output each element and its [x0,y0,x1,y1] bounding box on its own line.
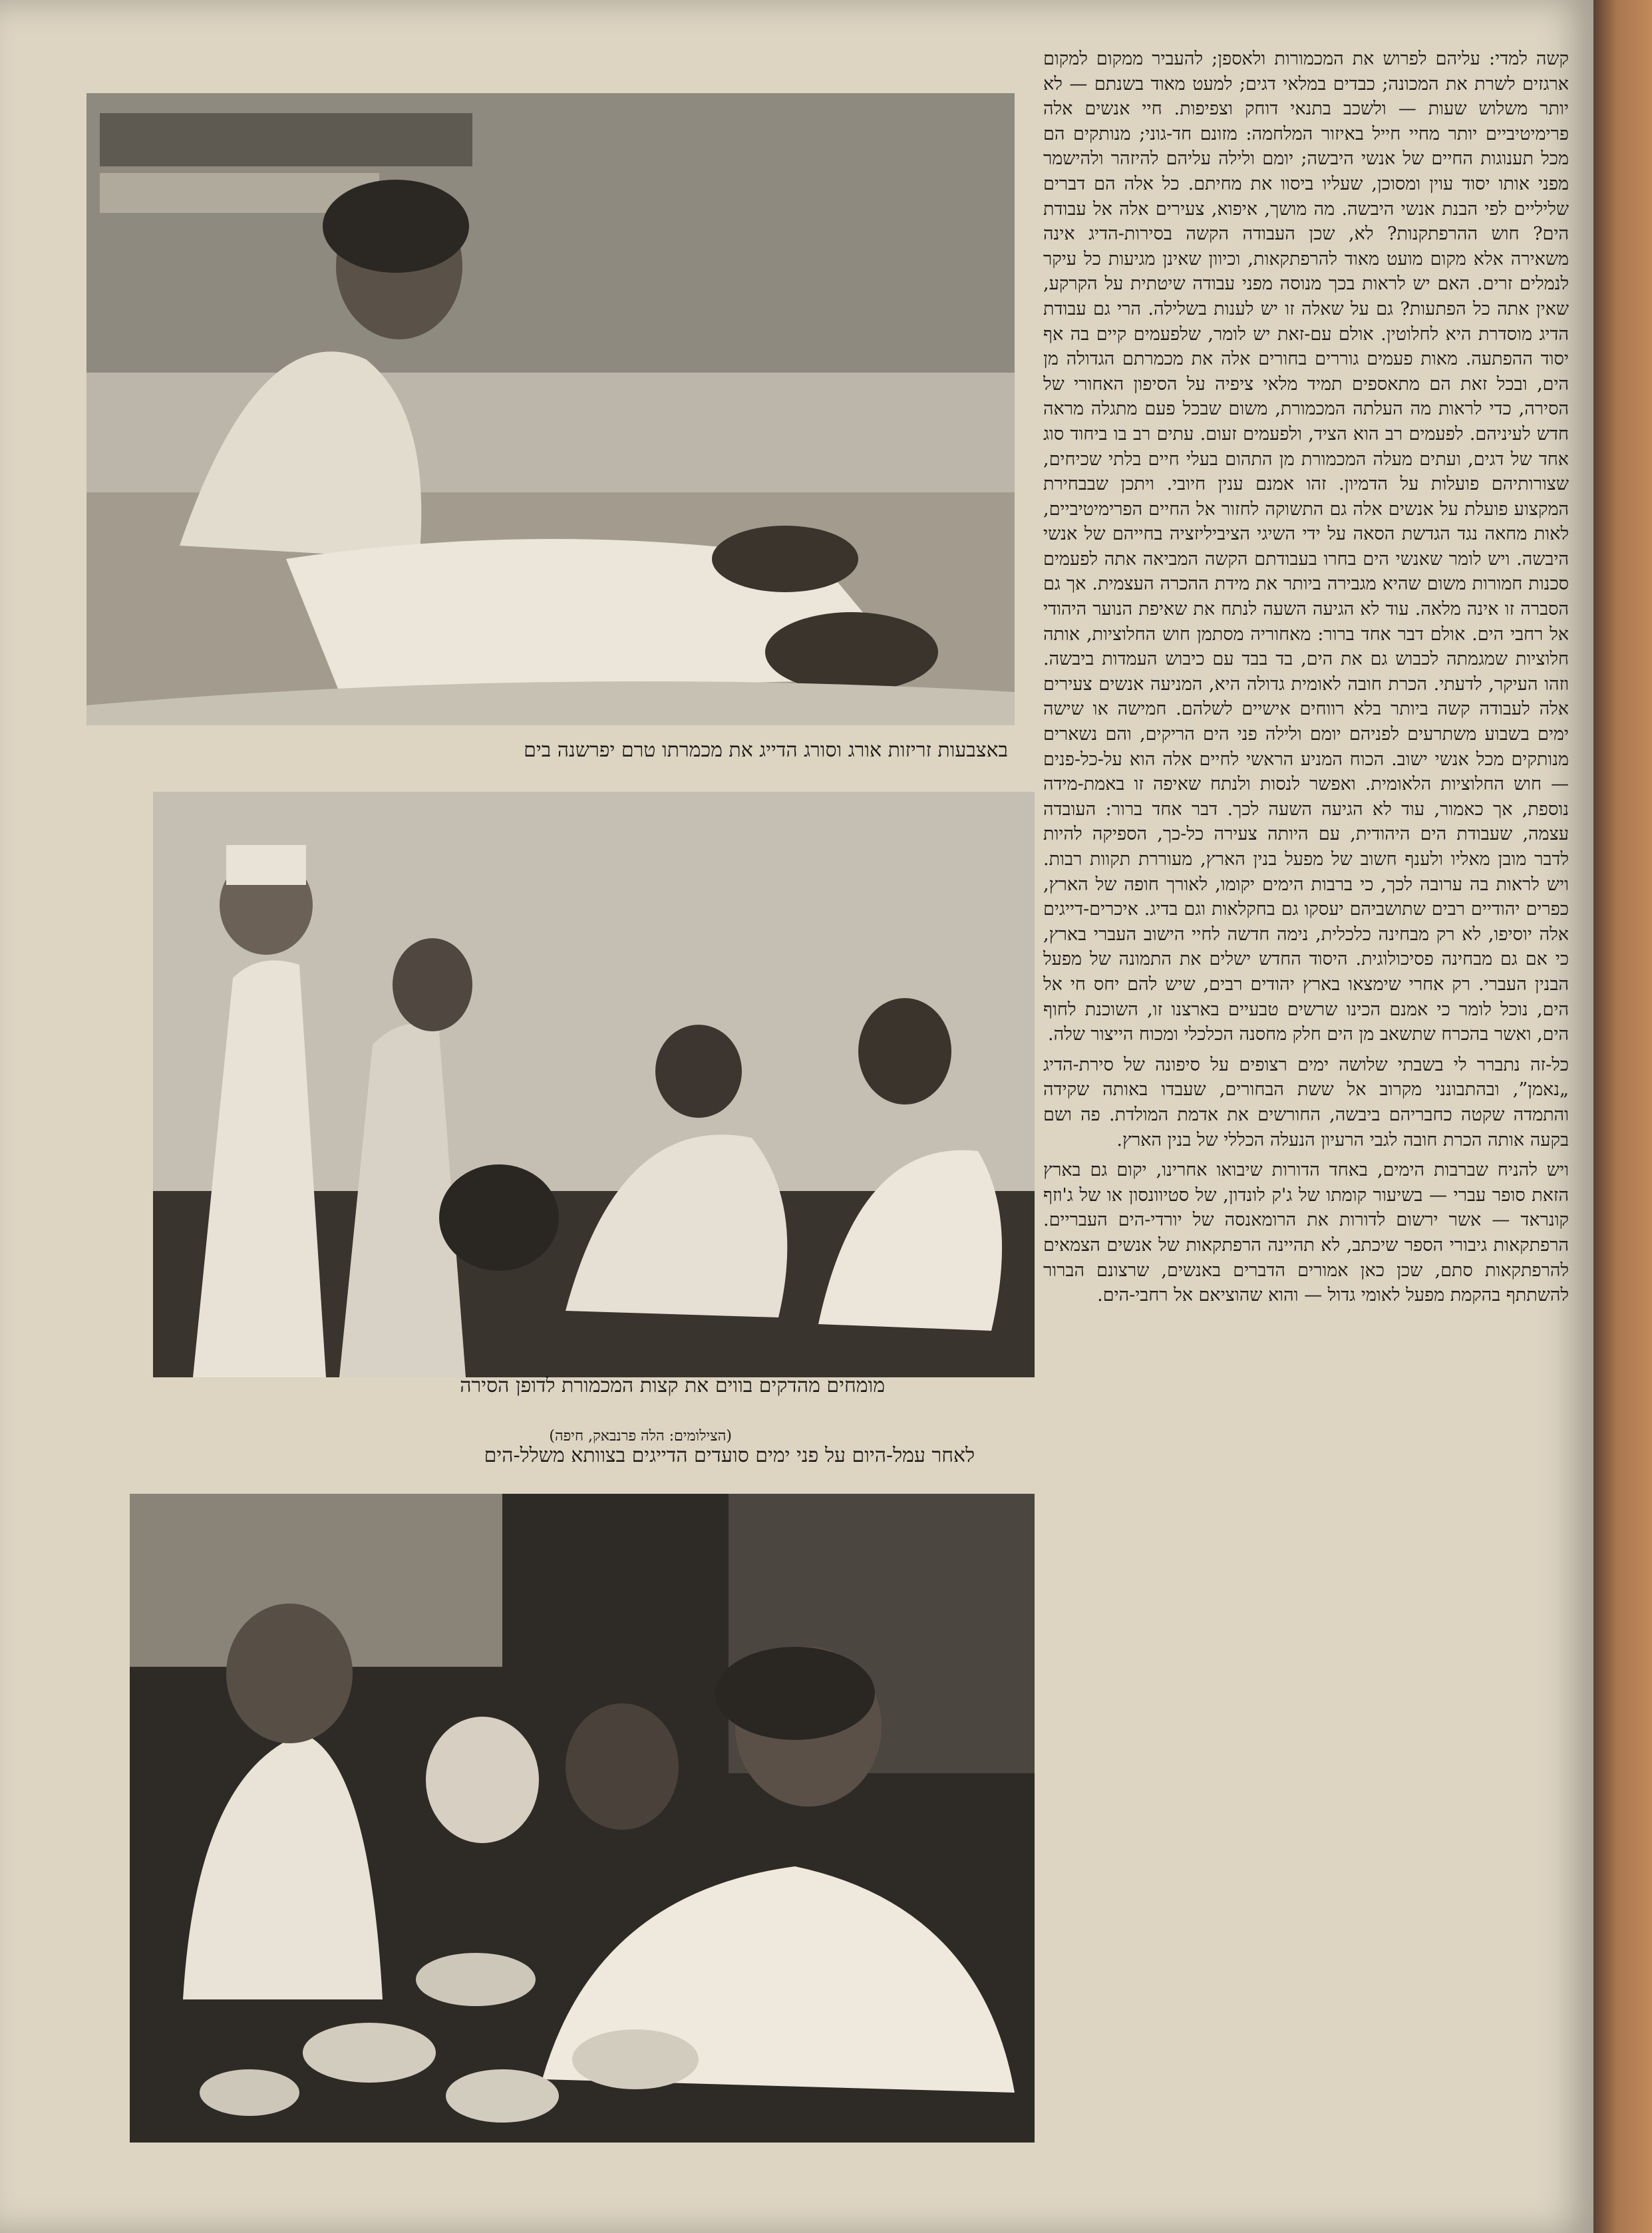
boat-crew-image [153,792,1035,1377]
article-paragraph-1: קשה למדי: עליהם לפרוש את המכמורות ולאספן; להעביר ממקום למקום ארגזים לשרת את המכונה; כבדים במלאי דגים; למעט מאוד בשנתם — לא יותר משלוש שעות — ולשכב בתנאי דוחק וצפיפות. חיי אנשים אלה פרימיטיביים יותר מחיי חייל באיזור המלחמה: מזונם חד-גוני; מנותקים הם מכל תענוגות החיים של אנשי היבשה; יומם ולילה עליהם להיזהר ולהישמר מפני אותו יסוד עוין ומסוכן, שעליו ביסוו את מחיתם. כל אלה הם דברים שליליים לפי הבנת אנשי היבשה. מה מושך, איפוא, צעירים אלה אל עבודת הים? חוש ההרפתקנות? לא, שכן העבודה הקשה בסירות-הדיג אינה משאירה אלא מקום מועט מאוד להרפתקאות, וכיוון שאינן מגיעות כל עיקר לנמלים זרים. האם יש לראות בכך מנוסה מפני עבודה שיטתית על הקרקע, שאין אתה כל הפתעות? גם על שאלה זו יש לענות בשלילה. הרי גם עבודת הדיג מוסדרת היא לחלוטין. אולם עם-זאת יש לומר, שלפעמים קיים בה אף יסוד ההפתעה. מאות פעמים גוררים בחורים אלה את מכמרתם הגדולה מן הים, ובכל זאת הם מתאספים תמיד מלאי ציפיה על הסיפון האחורי של הסירה, כדי לראות מה העלתה המכמורת, משום שבכל פעם מתגלה מראה חדש לעיניהם. לפעמים רב הוא הציד, ולפעמים זעום. עתים רב בו ביחוד סוג אחד של דגים, ועתים מעלה המכמורת מן התהום בעלי חיים בלתי שכיחים, שצורותיהם פועלות על הדמיון. זהו אמנם ענין חיובי. ויתכן שבבחירת המקצוע פועלת על אנשים אלה גם התשוקה לחזור אל החיים הפרימיטיביים, לאות מחאה נגד הגדשת הסאה על ידי השיגי הציביליזציה בחייהם של אנשי היבשה. ויש לומר שאנשי הים בחרו בעבודתם הקשה המביאה אתה לפעמים סכנות חמורות משום שהיא מגבירה ביותר את מידת ההכרה העצמית. אך גם הסברה זו אינה מלאה. עוד לא הגיעה השעה לנתח את שאיפת הנוער היהודי אל רחבי הים. אולם דבר אחד ברור: מאחוריה מסתמן חוש החלוציות, אותה חלוציות שמגמתה לכבוש גם את הים, בד בבד עם כיבוש העמדות ביבשה. וזהו העיקר, לדעתי. הכרת חובה לאומית גדולה היא, המניעה אנשים צעירים אלה לעבודה קשה ביותר בלא רווחים אישיים לשלהם. חמישה או שישה ימים בשבוע משתרעים לפניהם יומם ולילה פני הים הריקים, והם נשארים מנותקים מכל אנשי ישוב. הכוח המניע הראשי לחיים אלה הוא על-כל-פנים — חוש החלוציות הלאומית. ואפשר לנסות ולנתח שאיפה זו באמת-מידה נוספת, אך כאמור, עוד לא הגיעה השעה לכך. דבר אחד ברור: העובדה עצמה, שעבודת הים היהודית, עם היותה צעירה כל-כך, הספיקה להיות לדבר מובן מאליו ולענף חשוב של מפעל בנין הארץ, מעוררת תקוות רבות. ויש לראות בה ערובה לכך, כי ברבות הימים יקומו, לאורך חופה של הארץ, כפרים יהודיים רבים שתושביהם יעסקו גם בחקלאות וגם בדיג. איכרים-דייגים אלה יוסיפו, לא רק מבחינה כלכלית, נימה חדשה לחיי הישוב העברי בארץ, כי אם גם מבחינה פסיכולוגית. היסוד החדש ישלים את התמונה של מפעל הבנין העברי. רק אחרי שימצאו בארץ יהודים רבים, שיש להם יחס חי אל הים, נוכל לומר כי אמנם הכינו שרשים טבעיים בארצנו זו, השוכנת לחוף הים, ואשר בהכרח שתשאב מן הים חלק מחסנה הכלכלי ומכוח הייצור שלה. [1043,49,1569,1045]
photo1-caption: באצבעות זריזות אורג וסורג הדייג את מכמרתו טרם יפרשנה בים [524,739,1008,762]
photo2-caption: מומחים מהדקים בווים את קצות המכמורת לדופן הסירה [460,1374,885,1397]
adjacent-page-edge [1593,0,1652,2233]
article-paragraph-2: כל-זה נתברר לי בשבתי שלושה ימים רצופים על סיפונה של סירת-הדיג „נאמן”, ובהתבונני מקרוב אל ששת הבחורים, שעבדו באותה שקידה והתמדה שקטה כחבריהם ביבשה, החורשים את אדמת המולדת. פה ושם בקעה אותה הכרת חובה לגבי הרעיון הנעלה הכללי של בנין הארץ. [1043,1054,1569,1150]
photo-credit: (הצילומים: הלה פרנבאק, חיפה) [549,1428,732,1445]
article-text-column [1043,47,1569,2189]
photo-net-fastening [153,792,1035,1377]
meal-image [130,1494,1035,2143]
photo-fisherman-mending-net [86,93,1015,725]
net-mending-image [86,93,1015,725]
photo-fishermen-meal [130,1494,1035,2143]
photo3-caption: לאחר עמל-היום על פני ימים סועדים הדייגים בצוותא משלל-הים [484,1444,975,1467]
article-paragraph-3: ויש להניח שברבות הימים, באחד הדורות שיבואו אחרינו, יקום גם בארץ הזאת סופר עברי — בשיעור קומתו של ג'ק לונדון, של סטיוונסון או של ג'וזף קונראד — אשר ירשום לדורות את הרומאנסה של יורדי-הים העבריים. הרפתקאות גיבורי הספר שיכתב, לא תהיינה הרפתקאות של אנשים הצמאים להרפתקאות סתם, שכן כאן אמורים הדברים באנשים, שרצונם הברור להשתתף בהקמת מפעל לאומי גדול — והוא שהוציאם אל רחבי-הים. [1043,1160,1569,1306]
